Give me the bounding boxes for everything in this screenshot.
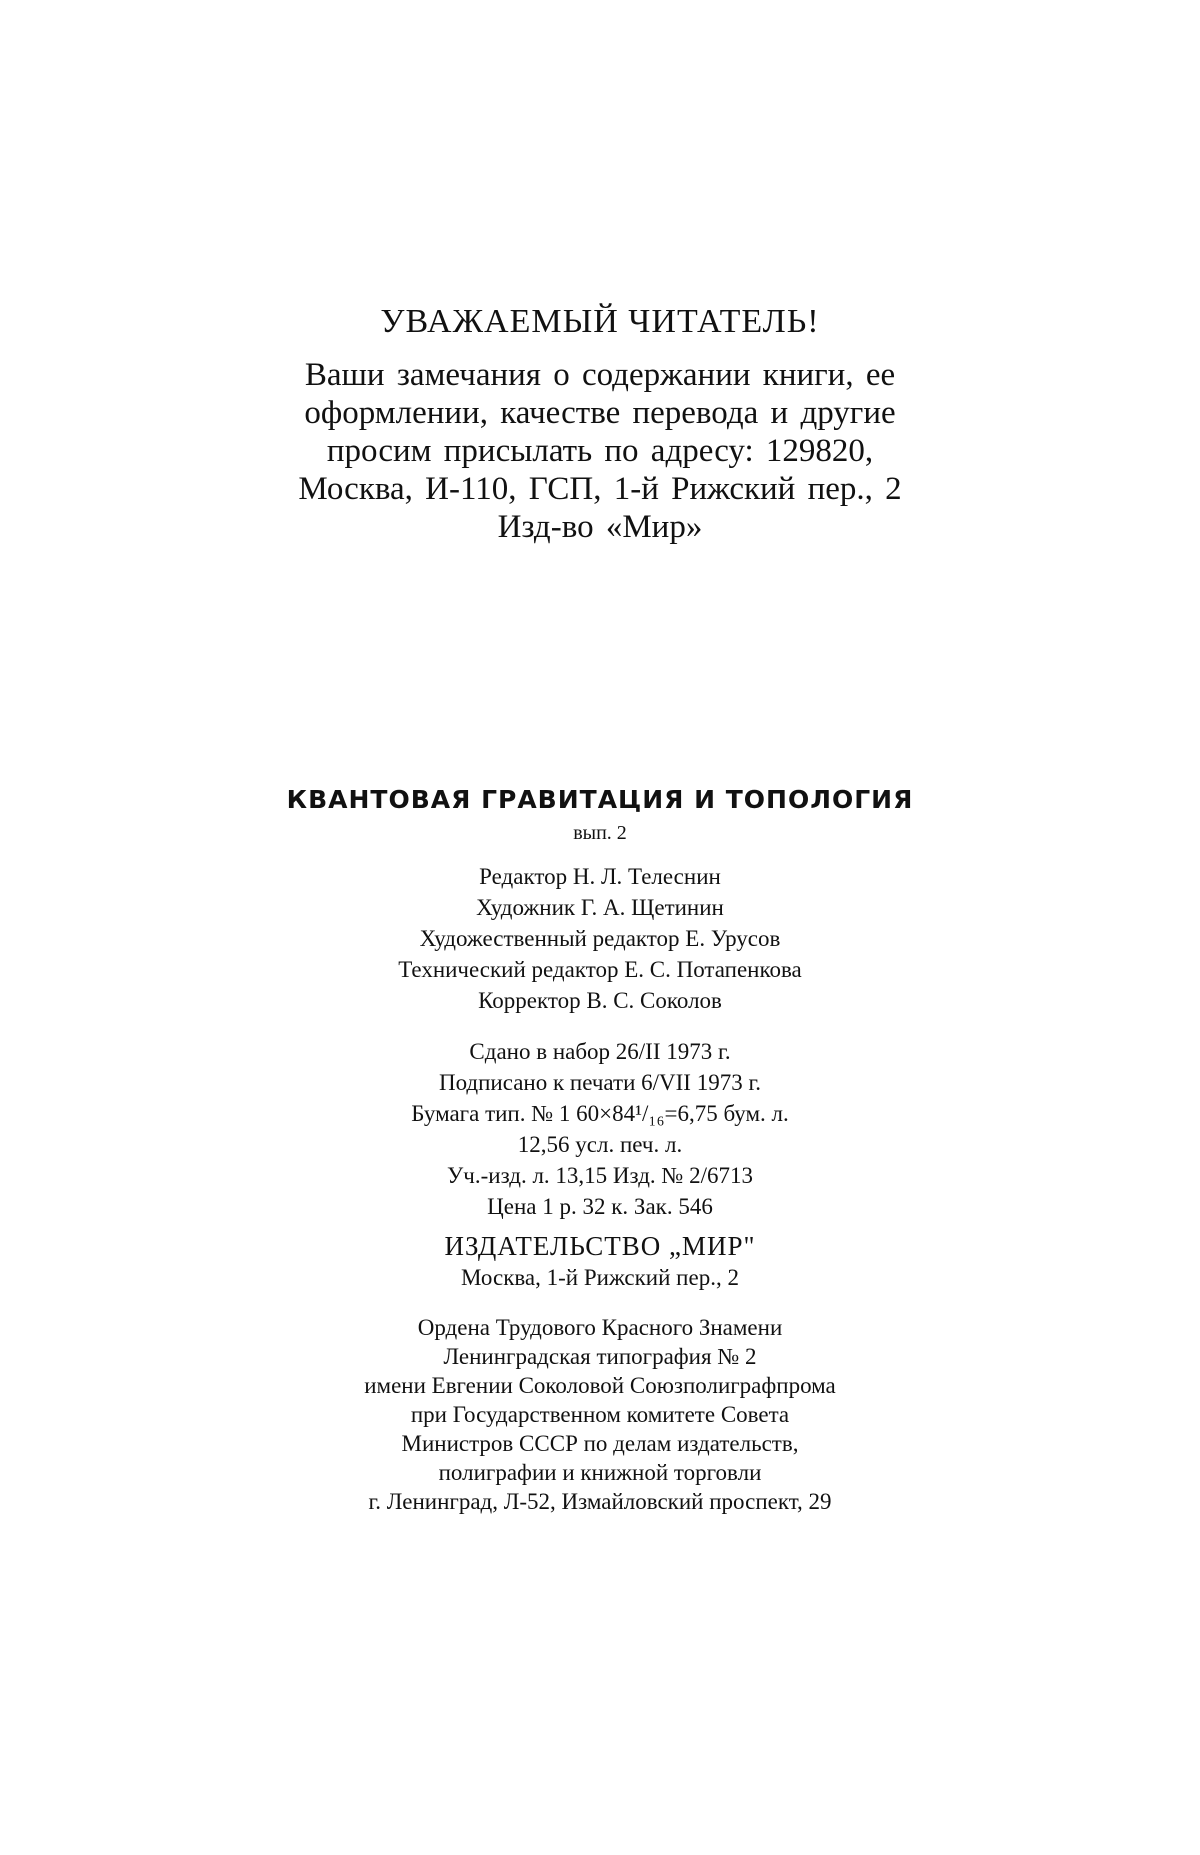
printing-details <box>0 1036 1200 1222</box>
notice-line: Москва, И-110, ГСП, 1-й Рижский пер., 2 <box>298 471 902 507</box>
staff-credit: Технический редактор Е. С. Потапенкова <box>398 957 802 982</box>
reader-notice <box>0 302 1200 546</box>
printing-detail: Уч.-изд. л. 13,15 Изд. № 2/6713 <box>447 1163 753 1188</box>
printing-detail: Бумага тип. № 1 60×84¹/₁₆=6,75 бум. л. <box>411 1101 789 1126</box>
printer-line: г. Ленинград, Л-52, Измайловский проспект, 29 <box>368 1489 832 1514</box>
printer-line: Министров СССР по делам издательств, <box>401 1431 799 1456</box>
printing-detail: Подписано к печати 6/VII 1973 г. <box>438 1070 762 1095</box>
printing-detail: 12,56 усл. печ. л. <box>517 1132 683 1157</box>
notice-line: Ваши замечания о содержании книги, ее <box>304 357 896 393</box>
publisher-address: Москва, 1-й Рижский пер., 2 <box>461 1265 739 1290</box>
staff-credit: Художественный редактор Е. Урусов <box>419 926 781 951</box>
printer-line: имени Евгении Соколовой Союзполиграфпрома <box>364 1373 836 1398</box>
printer-line: полиграфии и книжной торговли <box>438 1460 762 1485</box>
printer-line: Ленинградская типография № 2 <box>443 1344 757 1369</box>
staff-credit: Корректор В. С. Соколов <box>478 988 722 1013</box>
staff-credit: Редактор Н. Л. Телеснин <box>479 864 721 889</box>
publisher-info <box>0 1230 1200 1293</box>
printer-line: Ордена Трудового Красного Знамени <box>417 1315 783 1340</box>
colophon <box>0 785 1200 1516</box>
publisher-name: ИЗДАТЕЛЬСТВО „МИР" <box>444 1231 756 1261</box>
book-title: КВАНТОВАЯ ГРАВИТАЦИЯ И ТОПОЛОГИЯ <box>286 785 914 814</box>
staff-credits <box>0 861 1200 1016</box>
notice-line: Изд-во «Мир» <box>497 509 703 545</box>
printer-line: при Государственном комитете Совета <box>410 1402 790 1427</box>
notice-line: оформлении, качестве перевода и другие <box>304 395 896 431</box>
staff-credit: Художник Г. А. Щетинин <box>476 895 724 920</box>
printing-detail: Сдано в набор 26/II 1973 г. <box>469 1039 731 1064</box>
notice-heading: УВАЖАЕМЫЙ ЧИТАТЕЛЬ! <box>380 303 820 340</box>
printing-detail: Цена 1 р. 32 к. Зак. 546 <box>487 1194 713 1219</box>
printer-info <box>0 1313 1200 1516</box>
notice-line: просим присылать по адресу: 129820, <box>326 433 874 469</box>
notice-body <box>0 356 1200 546</box>
book-issue: вып. 2 <box>573 822 627 844</box>
